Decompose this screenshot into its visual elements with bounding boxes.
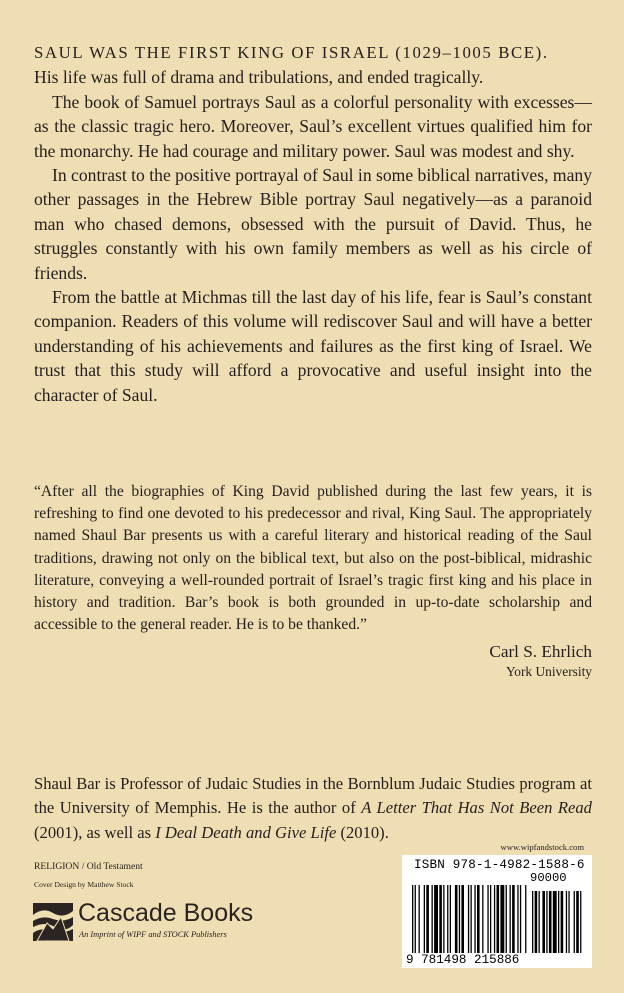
blurb-paragraph-1 — [34, 40, 592, 90]
blurb-lead-smallcaps: SAUL WAS THE FIRST KING OF ISRAEL (1029–1005 BCE). — [34, 43, 549, 62]
bio-text-3: (2010). — [336, 822, 389, 842]
cover-design-credit: Cover Design by Matthew Stock — [34, 880, 134, 889]
endorsement-quote — [34, 481, 592, 636]
author-bio-text — [34, 772, 592, 845]
blurb-paragraph-2: The book of Samuel portrays Saul as a colorful personality with excesses—as the classic tragic hero. Moreover, Saul’s excellent virtues qualified him for the monarchy. He had courage and military power. Saul was modest and shy. — [34, 91, 592, 161]
author-name: Shaul Bar — [34, 774, 101, 793]
bio-text-2: (2001), as well as — [34, 822, 156, 842]
publisher-imprint: An Imprint of WIPF and STOCK Publishers — [79, 930, 227, 939]
bio-text-1: is Professor of Judaic Studies in the Bornblum Judaic Studies program at the University of Memphis. He is the author of — [34, 774, 592, 818]
author-bio — [34, 772, 592, 845]
barcode-bars — [408, 885, 586, 953]
blurb-paragraph-3: In contrast to the positive portrayal of Saul in some biblical narratives, many other passages in the Hebrew Bible portray Saul negatively—as a paranoid man who chased demons, obsessed with the pursuit of David. Thus, he struggles constantly with his own family members as well as his circle of friends. — [34, 165, 592, 283]
isbn-number: ISBN 978-1-4982-1588-6 — [414, 858, 585, 872]
endorser-affiliation: York University — [505, 664, 592, 679]
subject-category: RELIGION / Old Testament — [34, 861, 143, 872]
blurb-paragraph-4: From the battle at Michmas till the last day of his life, fear is Saul’s constant companion. Readers of this volume will rediscover Saul and will have a better understanding of his achievements and failures as the first king of Israel. We trust that this study will afford a provocative and useful insight into the character of Saul. — [34, 287, 592, 405]
cover-blurb — [34, 40, 592, 407]
publisher-logo — [33, 899, 263, 945]
blurb-lead-rest: His life was full of drama and tribulations, and ended tragically. — [34, 67, 484, 88]
publisher-url: www.wipfandstock.com — [500, 842, 584, 852]
endorsement-text: “After all the biographies of King David published during the last few years, it is refreshing to find one devoted to his predecessor and rival, King Saul. The appropriately named Shaul Bar presents us with a careful literary and historical reading of the Saul traditions, drawing not only on the biblical text, but also on the post-biblical, midrashic literature, conveying a well-rounded portrait of Israel’s tragic first king and his place in history and tradition. Bar’s book is both grounded in up-to-date scholarship and accessible to the general reader. He is to be thanked.” — [34, 483, 592, 634]
book-title-1: A Letter That Has Not Been Read — [361, 798, 592, 818]
barcode-digits: 9 781498 215886 — [406, 953, 520, 967]
cascade-waterfall-logo-icon — [33, 903, 73, 941]
price-code: 90000 — [530, 871, 567, 885]
endorser-name: Carl S. Ehrlich — [489, 642, 592, 661]
book-title-2: I Deal Death and Give Life — [155, 822, 337, 842]
isbn-barcode — [402, 855, 592, 968]
publisher-name: Cascade Books — [78, 899, 254, 927]
